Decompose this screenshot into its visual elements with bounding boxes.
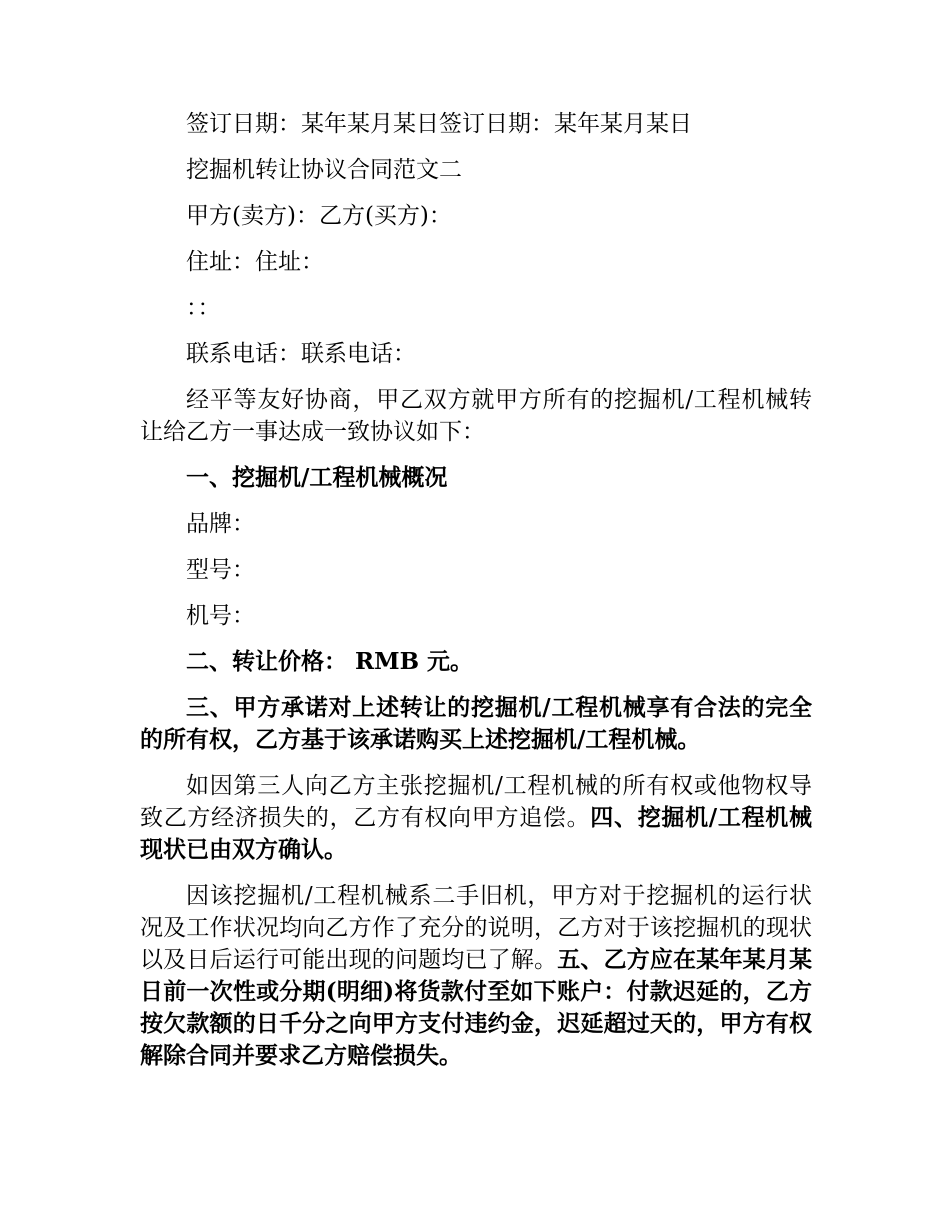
condition-paragraph bbox=[140, 880, 812, 1072]
section-three-ownership: 三、甲方承诺对上述转让的挖掘机/工程机械享有合法的完全的所有权，乙方基于该承诺购买上述挖掘机/工程机械。 bbox=[140, 694, 812, 753]
address-line: 住址：住址： bbox=[186, 249, 324, 275]
parties-line: 甲方(卖方)：乙方(买方)： bbox=[186, 203, 452, 229]
section-four-heading: 四、挖掘机/工程机械现状已由双方确认。 bbox=[140, 804, 812, 863]
claims-paragraph bbox=[140, 770, 812, 866]
document-body bbox=[140, 108, 812, 1086]
model-field: 型号： bbox=[186, 557, 255, 583]
machine-number-field: 机号： bbox=[186, 603, 255, 629]
section-five-payment: 五、乙方应在某年某月某日前一次性或分期(明细)将货款付至如下账户：付款迟延的，乙方按欠款额的日千分之向甲方支付违约金，迟延超过天的，甲方有权解除合同并要求乙方赔偿损失。 bbox=[140, 946, 813, 1069]
section-one-heading: 一、挖掘机/工程机械概况 bbox=[186, 464, 448, 491]
preamble-paragraph: 经平等友好协商，甲乙双方就甲方所有的挖掘机/工程机械转让给乙方一事达成一致协议如下： bbox=[140, 387, 812, 445]
signing-date-line: 签订日期：某年某月某日签订日期：某年某月某日 bbox=[186, 111, 692, 137]
blank-field-line: ：： bbox=[186, 295, 221, 321]
brand-field: 品牌： bbox=[186, 511, 255, 537]
claims-text: 如因第三人向乙方主张挖掘机/工程机械的所有权或他物权导致乙方经济损失的，乙方有权向甲方追偿。 bbox=[140, 773, 812, 831]
contract-title: 挖掘机转让协议合同范文二 bbox=[186, 157, 462, 183]
phone-line: 联系电话：联系电话： bbox=[186, 341, 416, 367]
condition-text: 因该挖掘机/工程机械系二手旧机，甲方对于挖掘机的运行状况及工作状况均向乙方作了充分的说明，乙方对于该挖掘机的现状以及日后运行可能出现的问题均已了解。 bbox=[140, 883, 812, 973]
section-two-price: 二、转让价格： RMB 元。 bbox=[186, 648, 474, 675]
